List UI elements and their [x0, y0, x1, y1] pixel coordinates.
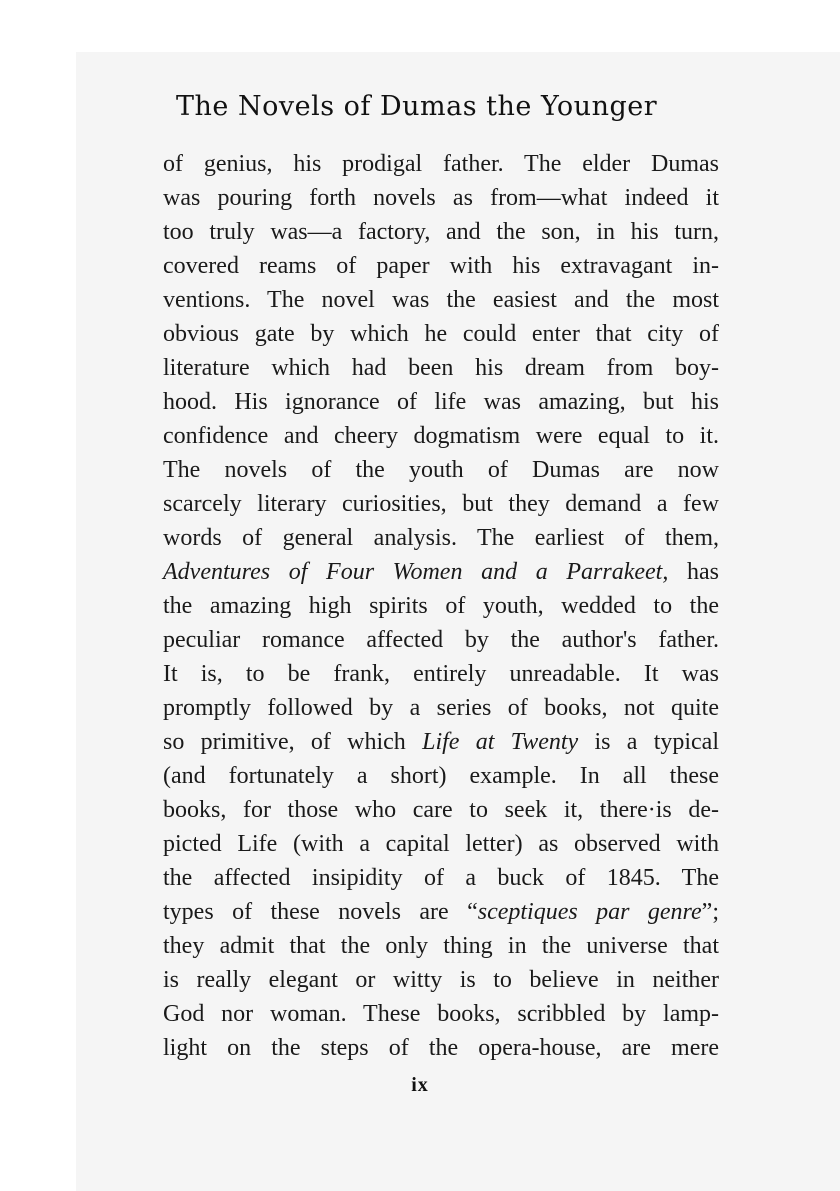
text-line-21: picted Life (with a capital letter) as observed with: [163, 831, 719, 857]
text-line-24: they admit that the only thing in the universe that: [163, 933, 719, 959]
text-line-16: It is, to be frank, entirely unreadable. It was: [163, 661, 719, 687]
book-title-adventures: Adventures of Four Women and a Parrakeet,: [163, 559, 669, 585]
text-line-26: God nor woman. These books, scribbled by lamp-: [163, 1001, 719, 1027]
text-line-4: covered reams of paper with his extravagant in-: [163, 253, 719, 279]
text-line-17: promptly followed by a series of books, not quite: [163, 695, 719, 721]
text-line-2: was pouring forth novels as from—what indeed it: [163, 185, 719, 211]
french-phrase: sceptiques par genre: [477, 899, 702, 925]
text-line-19: (and fortunately a short) example. In all these: [163, 763, 719, 789]
text-line-7: literature which had been his dream from boy-: [163, 355, 719, 381]
text-line-1: of genius, his prodigal father. The elder Dumas: [163, 151, 719, 177]
text-line-8: hood. His ignorance of life was amazing, but his: [163, 389, 719, 415]
text-line-27: light on the steps of the opera-house, are mere: [163, 1035, 719, 1061]
text-line-14: the amazing high spirits of youth, wedded to the: [163, 593, 719, 619]
text-line-23: types of these novels are “sceptiques par genre”;: [163, 899, 719, 925]
text-line-20: books, for those who care to seek it, there·is de-: [163, 797, 719, 823]
book-title-life-at-twenty: Life at Twenty: [422, 729, 579, 755]
text-line-22: the affected insipidity of a buck of 1845. The: [163, 865, 719, 891]
text-line-10: The novels of the youth of Dumas are now: [163, 457, 719, 483]
running-head: The Novels of Dumas the Younger: [176, 91, 658, 122]
text-line-18: so primitive, of which Life at Twenty is a typical: [163, 729, 720, 755]
text-line-25: is really elegant or witty is to believe in neither: [163, 967, 719, 993]
text-line-15: peculiar romance affected by the author's father.: [163, 627, 719, 653]
text-line-3: too truly was—a factory, and the son, in his turn,: [163, 219, 719, 245]
text-line-6: obvious gate by which he could enter that city of: [163, 321, 719, 347]
text-line-12: words of general analysis. The earliest of them,: [163, 525, 719, 551]
text-line-13: Adventures of Four Women and a Parrakeet, has: [163, 559, 719, 585]
page-number: ix: [411, 1074, 429, 1096]
text-line-9: confidence and cheery dogmatism were equal to it.: [163, 423, 719, 449]
text-line-5: ventions. The novel was the easiest and the most: [163, 287, 719, 313]
text-line-11: scarcely literary curiosities, but they demand a few: [163, 491, 719, 517]
body-text: [163, 147, 719, 1065]
